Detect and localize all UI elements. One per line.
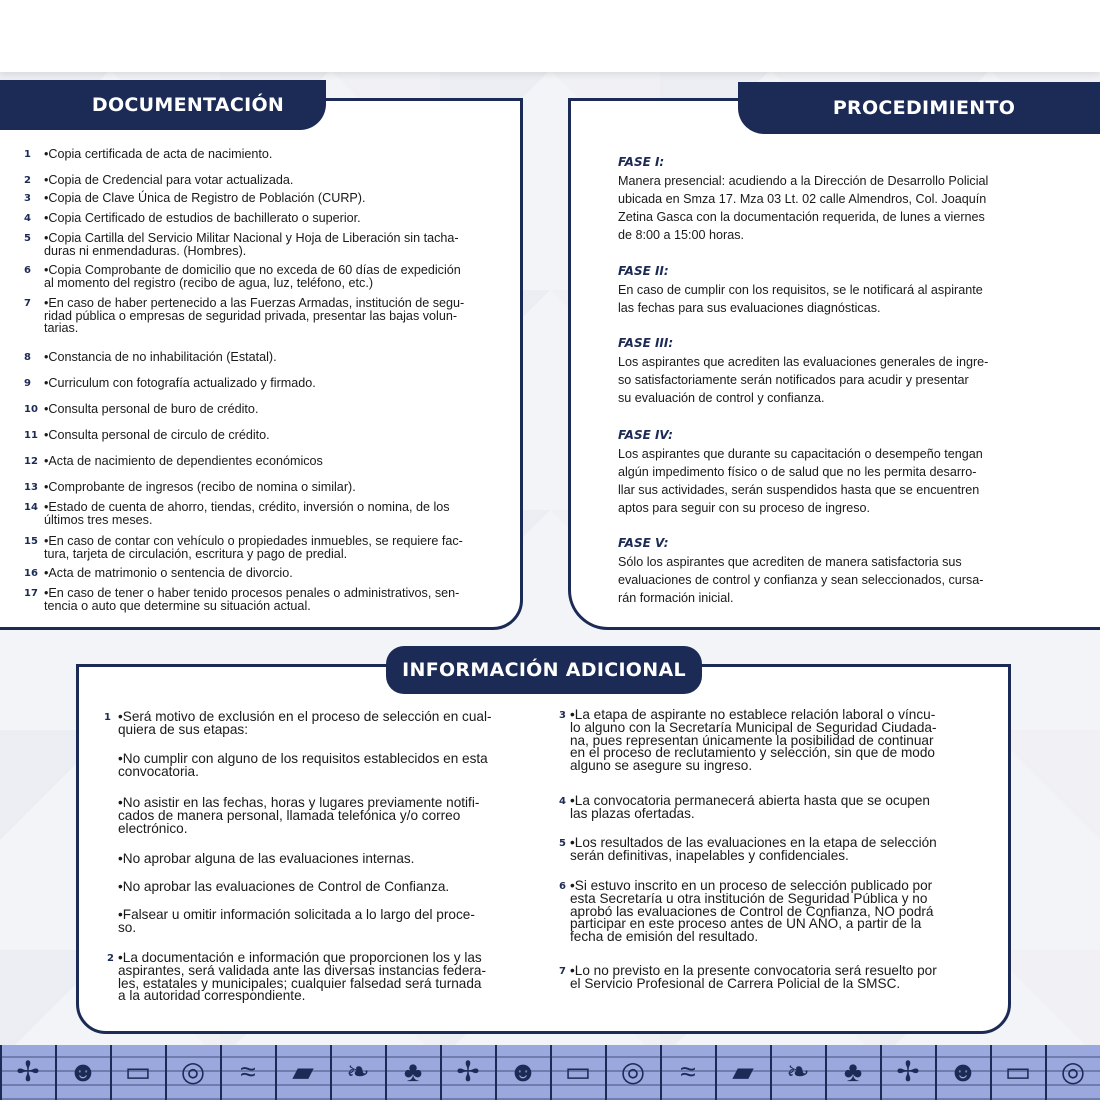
bird-icon: ✢ bbox=[896, 1056, 920, 1087]
item-text: •En caso de tener o haber tenido procesos penales o administrativos, sen- tencia o auto que determine su situación actual. bbox=[44, 586, 460, 613]
waves-icon: ≈ bbox=[240, 1056, 256, 1087]
info-text: •Si estuvo inscrito en un proceso de selección publicado por esta Secretaría u otra institución de Seguridad Pública y no aprobó las evaluaciones de Control de Confianza, NO podrá participar en este proceso antes de UN AÑO, a partir de la fecha de emisión del resultado. bbox=[570, 878, 934, 945]
ruler-icon: ▰ bbox=[732, 1056, 754, 1087]
info-number: 1 bbox=[104, 712, 111, 723]
fase-title: FASE II: bbox=[618, 264, 669, 278]
item-number: 16 bbox=[24, 568, 38, 579]
info-item-right bbox=[570, 837, 990, 863]
fase-title: FASE IV: bbox=[618, 428, 673, 442]
info-item-left bbox=[118, 753, 538, 779]
waves-icon: ≈ bbox=[680, 1056, 696, 1087]
toucan-icon: ❧ bbox=[786, 1056, 810, 1087]
fase-title: FASE I: bbox=[618, 155, 665, 169]
info-number: 7 bbox=[559, 966, 566, 977]
info-item-left bbox=[118, 853, 538, 866]
info-text: •La etapa de aspirante no establece relación laboral o víncu- lo alguno con la Secretaría Municipal de Seguridad Ciudada- na, pues representan únicamente la posibilidad de continuar en el proceso de reclutamiento y selección, sin que de modo alguno se asegure su ingreso. bbox=[570, 707, 937, 774]
spiral-icon: ◎ bbox=[620, 1056, 646, 1087]
fase-block bbox=[618, 536, 1026, 607]
toucan-icon: ❧ bbox=[346, 1056, 370, 1087]
fase-title: FASE V: bbox=[618, 536, 669, 550]
info-item-left bbox=[118, 952, 538, 1003]
fase-block bbox=[618, 428, 1026, 517]
tree-icon: ♣ bbox=[403, 1056, 423, 1087]
item-number: 17 bbox=[24, 588, 38, 599]
info-item-left bbox=[118, 797, 538, 835]
info-item-right bbox=[570, 709, 990, 773]
item-text: •Consulta personal de buro de crédito. bbox=[44, 402, 259, 416]
person-icon: ☻ bbox=[68, 1056, 98, 1087]
item-number: 15 bbox=[24, 536, 38, 547]
info-text: •Los resultados de las evaluaciones en la etapa de selección serán definitivas, inapelables y confidenciales. bbox=[570, 835, 937, 863]
fase-text: Los aspirantes que acrediten las evaluaciones generales de ingre- so satisfactoriamente serán notificados para acudir y presentar su evaluación de control y confianza. bbox=[618, 355, 989, 405]
tree-icon: ♣ bbox=[843, 1056, 863, 1087]
item-text: •Comprobante de ingresos (recibo de nomina o similar). bbox=[44, 480, 356, 494]
item-text: •Curriculum con fotografía actualizado y firmado. bbox=[44, 376, 316, 390]
info-item-left bbox=[118, 909, 538, 935]
train-icon: ▭ bbox=[1004, 1056, 1032, 1087]
person-icon: ☻ bbox=[508, 1056, 538, 1087]
bird-icon: ✢ bbox=[16, 1056, 40, 1087]
info-number: 4 bbox=[559, 796, 566, 807]
info-text: •Falsear u omitir información solicitada a lo largo del proce- so. bbox=[118, 907, 475, 935]
train-icon: ▭ bbox=[124, 1056, 152, 1087]
info-text: •No asistir en las fechas, horas y lugares previamente notifi- cados de manera personal, llamada telefónica y/o correo electrónico. bbox=[118, 795, 480, 836]
info-number: 6 bbox=[559, 881, 566, 892]
item-number: 14 bbox=[24, 502, 38, 513]
info-text: •Lo no previsto en la presente convocatoria será resuelto por el Servicio Profesional de Carrera Policial de la SMSC. bbox=[570, 963, 937, 991]
info-text: •Será motivo de exclusión en el proceso de selección en cual- quiera de sus etapas: bbox=[118, 709, 492, 737]
item-number: 11 bbox=[24, 430, 38, 441]
top-band bbox=[0, 0, 1100, 72]
item-text: •Copia certificada de acta de nacimiento. bbox=[44, 147, 273, 161]
info-item-right bbox=[570, 795, 990, 821]
item-number: 2 bbox=[24, 175, 31, 186]
item-text: •En caso de contar con vehículo o propiedades inmuebles, se requiere fac- tura, tarjeta de circulación, escritura y pago de predial. bbox=[44, 534, 463, 561]
item-number: 9 bbox=[24, 378, 31, 389]
item-number: 1 bbox=[24, 149, 31, 160]
fase-block bbox=[618, 264, 1026, 317]
item-text: •Acta de matrimonio o sentencia de divorcio. bbox=[44, 566, 293, 580]
ruler-icon: ▰ bbox=[292, 1056, 314, 1087]
item-number: 12 bbox=[24, 456, 38, 467]
person-icon: ☻ bbox=[948, 1056, 978, 1087]
spiral-icon: ◎ bbox=[1060, 1056, 1086, 1087]
decorative-footer-band bbox=[0, 1045, 1100, 1100]
info-item-left bbox=[118, 881, 538, 894]
fase-text: Sólo los aspirantes que acrediten de manera satisfactoria sus evaluaciones de control y confianza y sean seleccionados, cursa- rán formación inicial. bbox=[618, 555, 984, 605]
info-number: 3 bbox=[559, 710, 566, 721]
item-number: 10 bbox=[24, 404, 38, 415]
documentacion-title: DOCUMENTACIÓN bbox=[0, 80, 326, 130]
item-text: •Acta de nacimiento de dependientes económicos bbox=[44, 454, 323, 468]
info-number: 5 bbox=[559, 838, 566, 849]
item-number: 7 bbox=[24, 298, 31, 309]
fase-text: Manera presencial: acudiendo a la Dirección de Desarrollo Policial ubicada en Smza 17. Mza 03 Lt. 02 calle Almendros, Col. Joaquín Zetina Gasca con la documentación requerida, de lunes a viernes de 8:00 a 15:00 horas. bbox=[618, 174, 989, 242]
procedimiento-title: PROCEDIMIENTO bbox=[738, 82, 1100, 134]
item-text: •Copia Cartilla del Servicio Militar Nacional y Hoja de Liberación sin tacha- duras ni enmendaduras. (Hombres). bbox=[44, 231, 459, 258]
item-text: •En caso de haber pertenecido a las Fuerzas Armadas, institución de segu- ridad pública o empresas de seguridad privada, presentar las bajas volun- tarias. bbox=[44, 296, 465, 335]
item-text: •Copia de Credencial para votar actualizada. bbox=[44, 173, 294, 187]
item-text: •Constancia de no inhabilitación (Estatal). bbox=[44, 350, 277, 364]
informacion-title: INFORMACIÓN ADICIONAL bbox=[386, 646, 702, 694]
item-number: 6 bbox=[24, 265, 31, 276]
info-number: 2 bbox=[107, 953, 114, 964]
fase-title: FASE III: bbox=[618, 336, 674, 350]
item-text: •Copia Comprobante de domicilio que no exceda de 60 días de expedición al momento del registro (recibo de agua, luz, teléfono, etc.) bbox=[44, 263, 461, 290]
fase-text: En caso de cumplir con los requisitos, se le notificará al aspirante las fechas para sus evaluaciones diagnósticas. bbox=[618, 283, 983, 315]
item-text: •Copia de Clave Única de Registro de Población (CURP). bbox=[44, 191, 366, 205]
info-text: •No cumplir con alguno de los requisitos establecidos en esta convocatoria. bbox=[118, 751, 488, 779]
info-text: •No aprobar alguna de las evaluaciones internas. bbox=[118, 851, 415, 866]
item-number: 13 bbox=[24, 482, 38, 493]
item-text: •Consulta personal de circulo de crédito. bbox=[44, 428, 270, 442]
item-number: 5 bbox=[24, 233, 31, 244]
spiral-icon: ◎ bbox=[180, 1056, 206, 1087]
item-text: •Copia Certificado de estudios de bachillerato o superior. bbox=[44, 211, 361, 225]
bird-icon: ✢ bbox=[456, 1056, 480, 1087]
fase-block bbox=[618, 336, 1026, 407]
info-item-right bbox=[570, 965, 990, 991]
info-text: •No aprobar las evaluaciones de Control de Confianza. bbox=[118, 879, 450, 894]
item-number: 4 bbox=[24, 213, 31, 224]
item-text: •Estado de cuenta de ahorro, tiendas, crédito, inversión o nomina, de los últimos tres meses. bbox=[44, 500, 450, 527]
info-item-left bbox=[118, 711, 538, 737]
item-number: 3 bbox=[24, 193, 31, 204]
info-text: •La convocatoria permanecerá abierta hasta que se ocupen las plazas ofertadas. bbox=[570, 793, 930, 821]
fase-block bbox=[618, 155, 1026, 244]
fase-text: Los aspirantes que durante su capacitación o desempeño tengan algún impedimento físico o de salud que no les permita desarro- llar sus actividades, serán suspendidos hasta que se encuentren aptos para seguir con su proceso de ingreso. bbox=[618, 447, 983, 515]
item-number: 8 bbox=[24, 352, 31, 363]
train-icon: ▭ bbox=[564, 1056, 592, 1087]
info-text: •La documentación e información que proporcionen los y las aspirantes, será validada ante las diversas instancias federa- les, estatales y municipales; cualquier falsedad será turnada a la autoridad correspondiente. bbox=[118, 950, 486, 1004]
info-item-right bbox=[570, 880, 990, 944]
